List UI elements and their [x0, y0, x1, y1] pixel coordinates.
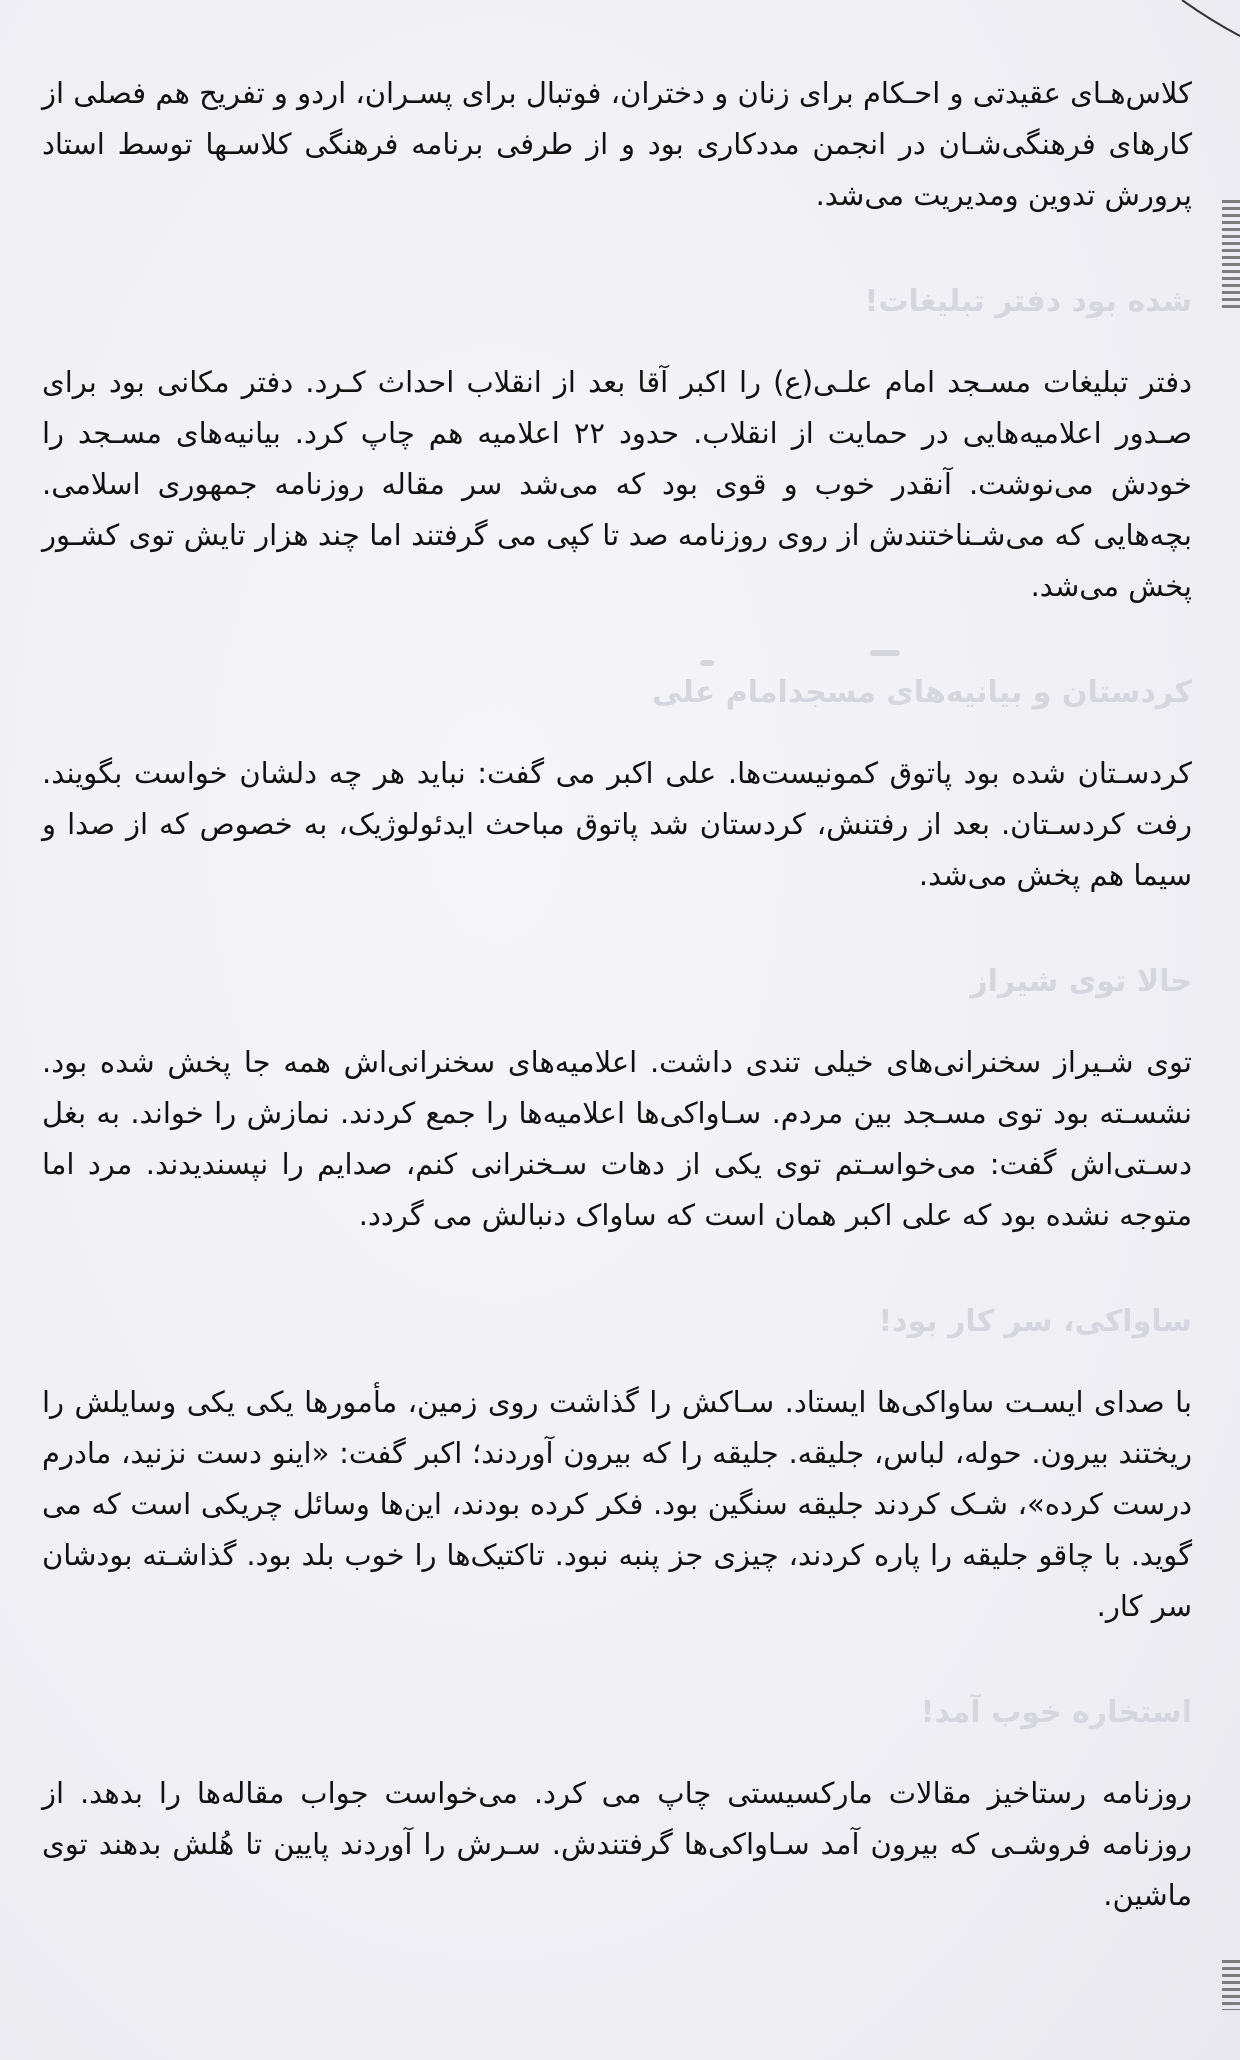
binding-edge-mark — [1222, 1960, 1240, 2010]
paragraph: دفتر تبلیغات مسـجد امام علـی(ع) را اکبر آقا بعد از انقلاب احداث کـرد. دفتر مکانی بود برای صـدور اعلامیه‌هایی در حمایت از انقلاب. حدود ۲۲ اعلامیه هم چاپ کرد. بیانیه‌های مسـجد را خودش می‌نوشت. آنقدر خوب و قوی بود که می‌شد سر مقاله روزنامه جمهوری اسلامی. بچه‌هایی که می‌شـناختندش از روی روزنامه صد تا کپی می گرفتند اما چند هزار تایش توی کشـور پخش می‌شد. — [42, 365, 1192, 603]
section-propaganda-office — [42, 281, 1192, 612]
document-body — [42, 68, 1192, 1921]
page-corner-fold — [1180, 0, 1240, 40]
section-heading: حالا توی شیراز — [970, 964, 1192, 999]
section-heading: شده بود دفتر تبلیغات! — [864, 284, 1192, 319]
section-savak — [42, 1301, 1192, 1632]
section-heading: ساواکی، سر کار بود! — [878, 1304, 1192, 1339]
paragraph: کردسـتان شده بود پاتوق کمونیست‌ها. علی اکبر می گفت: نباید هر چه دلشان خواست بگویند. رفت کردسـتان. بعد از رفتنش، کردستان شد پاتوق مباحث ایدئولوژیک، به خصوص که از صدا و سیما هم پخش می‌شد. — [42, 756, 1192, 892]
binding-edge-mark — [1222, 200, 1240, 310]
section-shiraz — [42, 961, 1192, 1241]
section-activities — [42, 68, 1192, 221]
section-istikhara — [42, 1692, 1192, 1921]
paragraph: توی شـیراز سخنرانی‌های خیلی تندی داشت. اعلامیه‌های سخنرانی‌اش همه جا پخش شده بود. نشسـته بود توی مسـجد بین مردم. سـاواکی‌ها اعلامیه‌ها را جمع کردند. نمازش را خواند. به بغل دسـتی‌اش گفت: می‌خواسـتم توی یکی از دهات سـخنرانی کنم، صدایم را نپسندیدند. مرد اما متوجه نشده بود که علی اکبر همان است که ساواک دنبالش می گردد. — [42, 1045, 1192, 1232]
paragraph: کلاس‌هـای عقیدتی و احـکام برای زنان و دختران، فوتبال برای پسـران، اردو و تفریح هم فصلی از کارهای فرهنگی‌شـان در انجمن مددکاری بود و از طرفی برنامه فرهنگی کلاسـها توسط استاد پرورش تدوین ومدیریت می‌شد. — [42, 76, 1192, 212]
section-heading: استخاره خوب آمد! — [920, 1695, 1192, 1730]
section-heading: کردستان و بیانیه‌های مسجدامام علی — [652, 675, 1192, 710]
paragraph: روزنامه رستاخیز مقالات مارکسیستی چاپ می کرد. می‌خواست جواب مقاله‌ها را بدهد. از روزنامه فروشـی که بیرون آمد سـاواکی‌ها گرفتندش. سـرش را آوردند پایین تا هُلش بدهند توی ماشین. — [42, 1776, 1192, 1912]
paragraph: با صدای ایسـت ساواکی‌ها ایستاد. سـاکش را گذاشت روی زمین، مأمورها یکی یکی وسایلش را ریختند بیرون. حوله، لباس، جلیقه. جلیقه را که بیرون آوردند؛ اکبر گفت: «اینو دست نزنید، مادرم درست کرده»، شـک کردند جلیقه سنگین بود. فکر کرده بودند، این‌ها وسائل چریکی است که می گوید. با چاقو جلیقه را پاره کردند، چیزی جز پنبه نبود. تاکتیک‌ها را خوب بلد بود. گذاشـته بودشان سر کار. — [42, 1385, 1192, 1623]
section-kurdistan — [42, 672, 1192, 901]
